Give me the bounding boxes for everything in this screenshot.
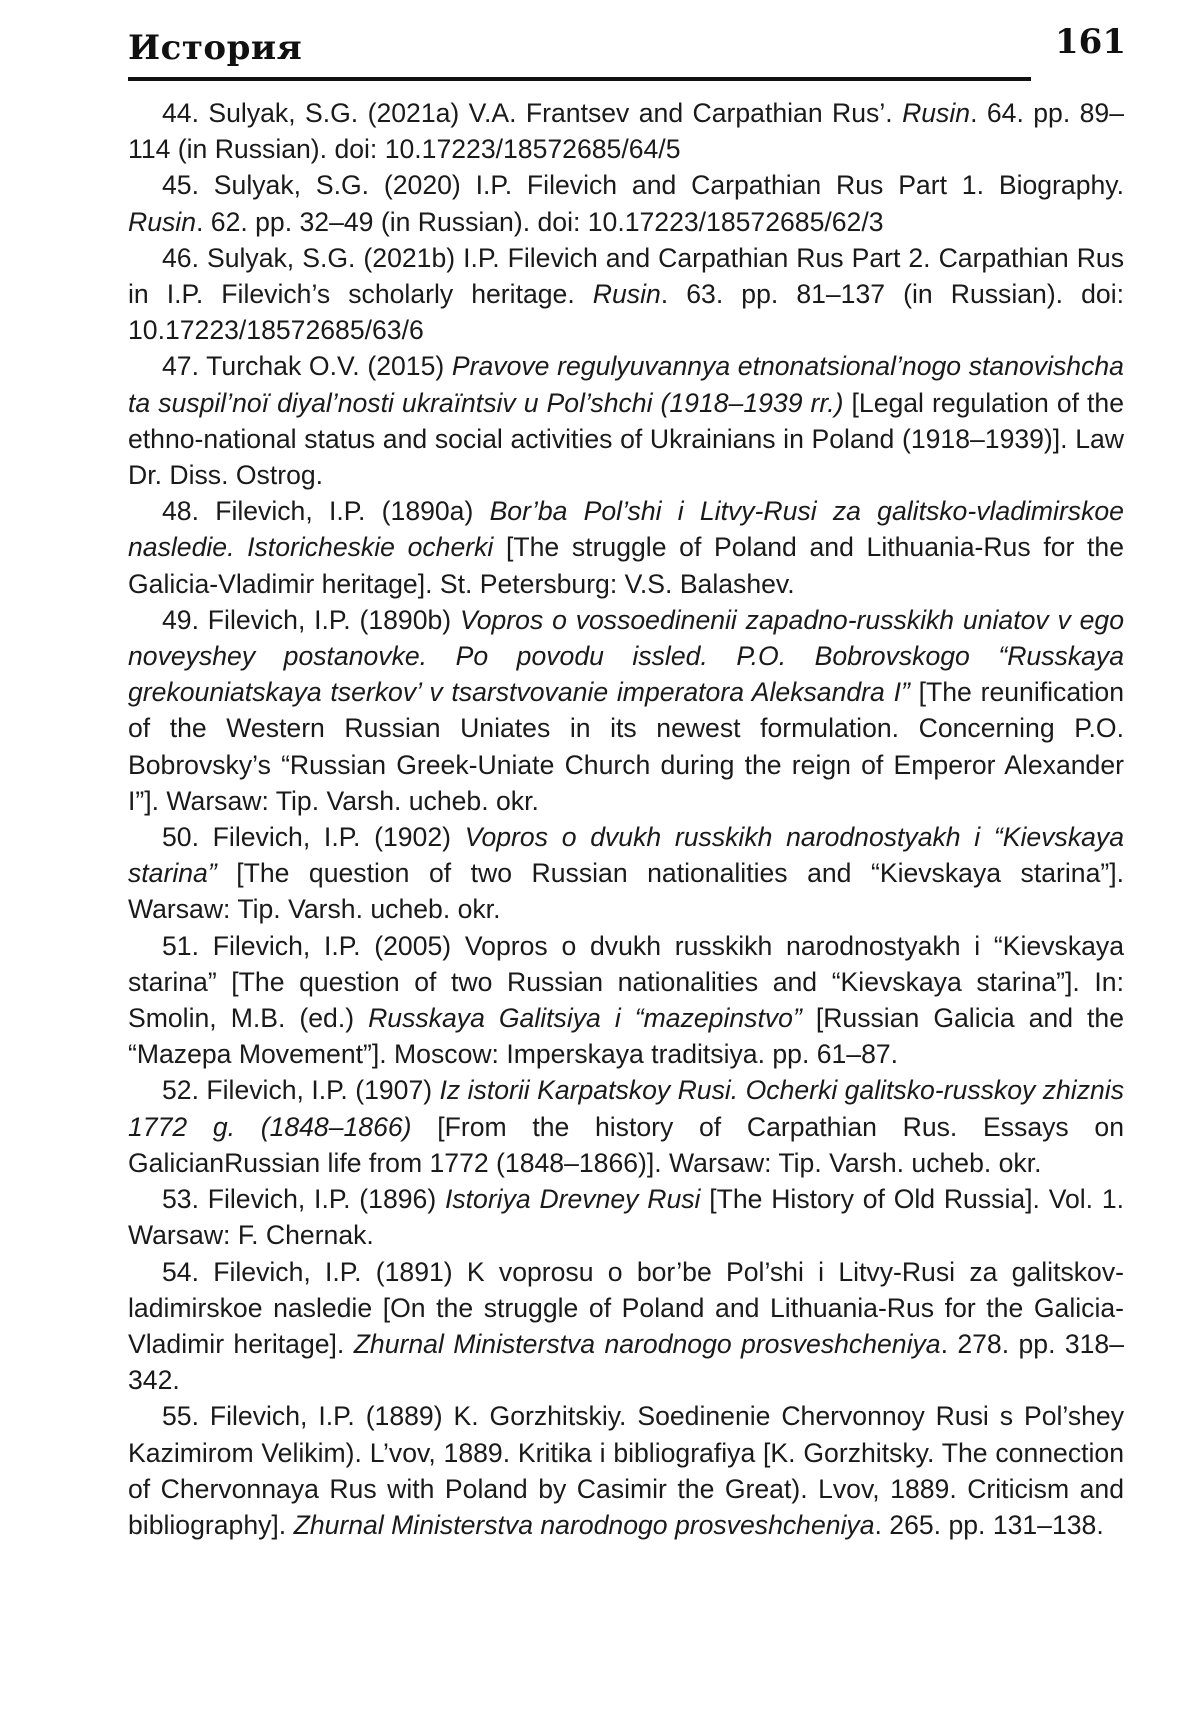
reference-text: . 265. pp. 131–138. <box>874 1509 1104 1540</box>
reference-text: [The question of two Russian nationalities and “Kievskaya starina”]. Warsaw: Tip. Varsh. ucheb. okr. <box>128 858 1124 925</box>
reference-title: Istoriya Drevney Rusi <box>444 1184 701 1215</box>
reference-text: 51. Filevich, I.P. (2005) Vopros o dvukh russkikh narodnostyakh i “Kievskaya starina” [The question of two Russian nationalities and “Kievskaya starina”]. In: Smolin, M.B. (ed.) <box>128 930 1124 1034</box>
reference-title: Vopros o vossoedinenii zapadno-russkikh uniatov v ego noveyshey postanovke. Po povodu issled. P.O. Bobrovskogo “Russkaya grekouniatskaya tserkov’ v tsarstvovanie imperatora Aleksandra I” <box>128 604 1125 708</box>
reference-entry <box>128 1254 1124 1399</box>
reference-entry <box>128 493 1124 602</box>
reference-title: Zhurnal Ministerstva narodnogo prosveshcheniya <box>293 1509 875 1540</box>
page-number: 161 <box>1055 22 1126 62</box>
reference-text: 46. Sulyak, S.G. (2021b) I.P. Filevich and Carpathian Rus Part 2. Carpathian Rus in I.P. Filevich’s scholarly heritage. <box>128 242 1124 310</box>
reference-title: Iz istorii Karpatskoy Rusi. Ocherki galitsko-russkoy zhiznis 1772 g. (1848–1866) <box>128 1075 1125 1142</box>
reference-text: 55. Filevich, I.P. (1889) K. Gorzhitskiy. Soedinenie Chervonnoy Rusi s Pol’shey Kazimirom Velikim). L’vov, 1889. Kritika i bibliografiya [K. Gorzhitsky. The connection of Chervonnaya Rus with Poland by Casimir the Great). Lvov, 1889. Criticism and bibliography]. <box>128 1401 1124 1540</box>
reference-list <box>128 95 1124 1543</box>
reference-entry <box>128 167 1124 239</box>
reference-title: Rusin <box>592 279 661 310</box>
reference-entry <box>128 602 1124 819</box>
reference-entry <box>128 1181 1124 1253</box>
reference-title: Vopros o dvukh russkikh narodnostyakh i “Kievskaya starina” <box>128 822 1124 889</box>
reference-text: [The History of Old Russia]. Vol. 1. Warsaw: F. Chernak. <box>128 1184 1125 1251</box>
reference-entry <box>128 1072 1124 1181</box>
reference-text: 49. Filevich, I.P. (1890b) <box>162 604 460 635</box>
reference-title: Rusin <box>902 98 971 128</box>
reference-text: [Russian Galicia and the “Mazepa Movement”]. Moscow: Imperskaya traditsiya. pp. 61–87. <box>128 1003 1124 1070</box>
reference-text: 53. Filevich, I.P. (1896) <box>162 1184 445 1215</box>
reference-text: . 63. pp. 81–137 (in Russian). doi: 10.17223/18572685/63/6 <box>128 279 1124 346</box>
reference-entry <box>128 819 1124 928</box>
reference-title: Zhurnal Ministerstva narodnogo prosveshcheniya <box>353 1328 941 1359</box>
reference-title: Bor’ba Pol’shi i Litvy-Rusi za galitsko-vladimirskoe nasledie. Istoricheskie ocherki <box>128 496 1124 563</box>
reference-text: . 278. pp. 318–342. <box>128 1328 1124 1396</box>
reference-entry <box>128 240 1124 349</box>
reference-text: . 64. pp. 89–114 (in Russian). doi: 10.17223/18572685/64/5 <box>128 98 1124 165</box>
reference-title: Pravove regulyuvannya etnonatsional’nogo stanovishcha ta suspil’noï diyal’nosti ukraïntsiv u Pol’shchi (1918–1939 rr.) <box>128 351 1124 418</box>
reference-text: 44. Sulyak, S.G. (2021a) V.A. Frantsev and Carpathian Rus’. <box>162 98 903 128</box>
reference-entry <box>128 95 1124 167</box>
reference-text: [Legal regulation of the ethno-national status and social activities of Ukrainians in Poland (1918–1939)]. Law Dr. Diss. Ostrog. <box>128 387 1124 491</box>
reference-text: 50. Filevich, I.P. (1902) <box>162 822 465 853</box>
reference-title: Rusin <box>128 206 196 237</box>
reference-text: 52. Filevich, I.P. (1907) <box>162 1075 440 1106</box>
reference-text: 54. Filevich, I.P. (1891) K voprosu o bor’be Pol’shi i Litvy-Rusi za galitskovladimirskoe nasledie [On the struggle of Poland and Lithuania-Rus for the Galicia-Vladimir heritage]. <box>128 1256 1124 1359</box>
reference-title: Russkaya Galitsiya i “mazepinstvo” <box>368 1003 802 1034</box>
running-header <box>128 20 1128 78</box>
reference-text: 47. Turchak O.V. (2015) <box>162 351 452 382</box>
reference-entry <box>128 928 1124 1073</box>
reference-text: 45. Sulyak, S.G. (2020) I.P. Filevich and Carpathian Rus Part 1. Biography. <box>162 170 1124 201</box>
reference-entry <box>128 1398 1124 1543</box>
reference-text: 48. Filevich, I.P. (1890a) <box>162 496 490 527</box>
reference-text: [From the history of Carpathian Rus. Essays on GalicianRussian life from 1772 (1848–1866)]. Warsaw: Tip. Varsh. ucheb. okr. <box>128 1111 1124 1178</box>
section-title: История <box>128 28 303 68</box>
header-rule <box>128 77 1031 81</box>
reference-text: [The reunification of the Western Russian Uniates in its newest formulation. Concerning P.O. Bobrovsky’s “Russian Greek-Uniate Church during the reign of Emperor Alexander I”]. Warsaw: Tip. Varsh. ucheb. okr. <box>128 677 1124 816</box>
reference-text: [The struggle of Poland and Lithuania-Rus for the Galicia-Vladimir heritage]. St. Petersburg: V.S. Balashev. <box>128 532 1124 599</box>
reference-text: . 62. pp. 32–49 (in Russian). doi: 10.17223/18572685/62/3 <box>196 206 884 237</box>
reference-entry <box>128 348 1124 493</box>
